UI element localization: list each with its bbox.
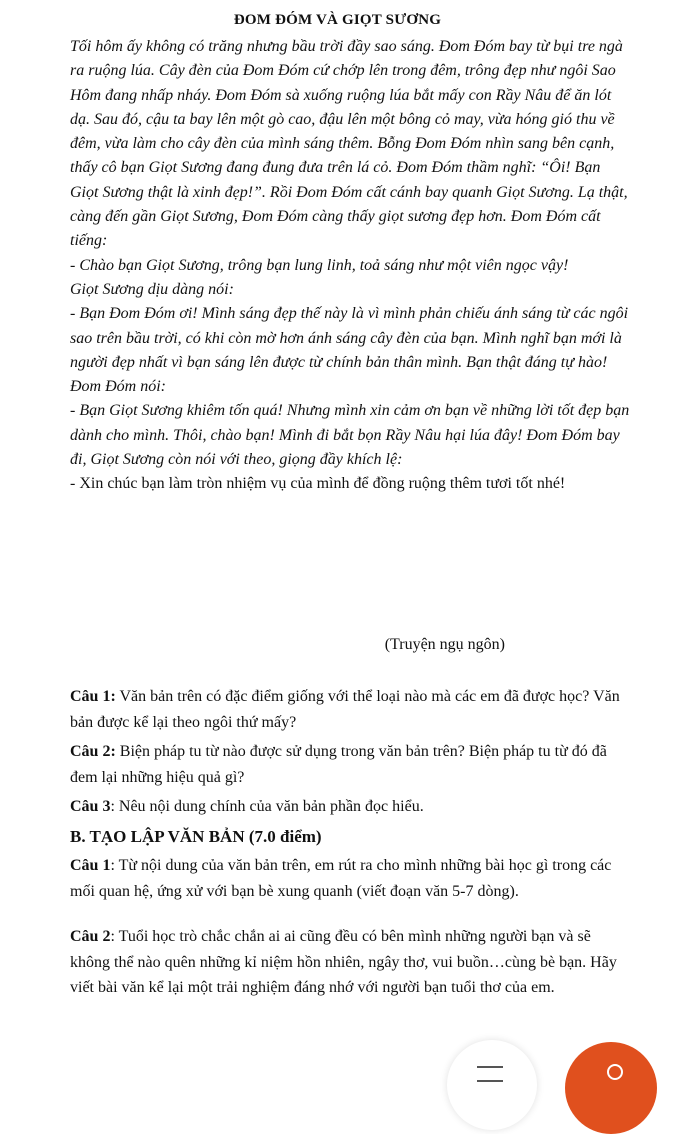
story-text <box>70 35 630 497</box>
question-label: Câu 2 <box>70 928 111 945</box>
story-paragraph: Tối hôm ấy không có trăng nhưng bầu trời đầy sao sáng. Đom Đóm bay từ bụi tre ngà ra ruộng lúa. Cây đèn của Đom Đóm cứ chớp lên trong đêm, trông đẹp như ngôi Sao Hôm đang nhấp nháy. Đom Đóm sà xuống ruộng lúa bắt mấy con Rầy Nâu để ăn lót dạ. Sau đó, cậu ta bay lên một gò cao, đậu lên một bông cỏ may, vừa hóng gió thu về đêm, vừa làm cho cây đèn của mình sáng thêm. Bỗng Đom Đóm nhìn sang bên cạnh, thấy cô bạn Giọt Sương đang đung đưa trên lá cỏ. Đom Đóm thầm nghĩ: “Ôi! Bạn Giọt Sương thật là xinh đẹp!”. Rồi Đom Đóm cất cánh bay quanh Giọt Sương. Lạ thật, càng đến gần Giọt Sương, Đom Đóm càng thấy giọt sương đẹp hơn. Đom Đóm cất tiếng: <box>70 38 628 250</box>
question-item <box>70 739 630 790</box>
account-button[interactable] <box>565 1042 657 1134</box>
question-item <box>70 794 630 820</box>
story-title: ĐOM ĐÓM VÀ GIỌT SƯƠNG <box>233 12 442 28</box>
question-label: Câu 3 <box>70 798 111 815</box>
story-paragraph: Giọt Sương dịu dàng nói: <box>70 280 234 298</box>
question-item <box>70 853 630 904</box>
story-paragraph: - Bạn Giọt Sương khiêm tốn quá! Nhưng mình xin cảm ơn bạn về những lời tốt đẹp bạn dành cho mình. Thôi, chào bạn! Mình đi bắt bọn Rầy Nâu hại lúa đây! Đom Đóm bay đi, Giọt Sương còn nói với theo, giọng đầy khích lệ: <box>70 402 630 469</box>
question-label: Câu 2: <box>70 743 116 760</box>
question-text: : Tuổi học trò chắc chắn ai ai cũng đều có bên mình những người bạn và sẽ không thể nào quên những kỉ niệm hồn nhiên, ngây thơ, vui buồn…cùng bè bạn. Hãy viết bài văn kể lại một trải nghiệm đáng nhớ với người bạn tuổi thơ của em. <box>70 928 617 996</box>
question-label: Câu 1: <box>70 688 116 705</box>
section-b-title: B. TẠO LẬP VĂN BẢN (7.0 điểm) <box>70 826 322 846</box>
question-label: Câu 1 <box>70 857 111 874</box>
question-text: : Nêu nội dung chính của văn bản phần đọc hiểu. <box>110 798 424 815</box>
question-text: : Từ nội dung của văn bản trên, em rút ra cho mình những bài học gì trong các mối quan hệ, ứng xử với bạn bè xung quanh (viết đoạn văn 5-7 dòng). <box>70 857 612 900</box>
questions-section <box>70 684 630 1005</box>
story-paragraph: - Bạn Đom Đóm ơi! Mình sáng đẹp thế này là vì mình phản chiếu ánh sáng từ các ngôi sao trên bầu trời, có khi còn mờ hơn ánh sáng cây đèn của bạn. Mình nghĩ bạn mới là người đẹp nhất vì bạn sáng lên được từ chính bản thân mình. Bạn thật đáng tự hào! <box>70 305 629 371</box>
question-item <box>70 924 630 1001</box>
story-paragraph: Đom Đóm nói: <box>70 378 166 396</box>
question-text: Biện pháp tu từ nào được sử dụng trong văn bản trên? Biện pháp tu từ đó đã đem lại những hiệu quả gì? <box>70 743 607 786</box>
story-paragraph: - Chào bạn Giọt Sương, trông bạn lung linh, toả sáng như một viên ngọc vậy! <box>70 256 569 274</box>
person-icon <box>607 1064 623 1080</box>
story-closing: - Xin chúc bạn làm tròn nhiệm vụ của mình để đồng ruộng thêm tươi tốt nhé! <box>70 475 566 493</box>
story-source: (Truyện ngụ ngôn) <box>384 636 505 653</box>
menu-button[interactable] <box>447 1040 537 1130</box>
question-text: Văn bản trên có đặc điểm giống với thể loại nào mà các em đã được học? Văn bản được kể lại theo ngôi thứ mấy? <box>70 688 620 731</box>
question-item <box>70 684 630 735</box>
